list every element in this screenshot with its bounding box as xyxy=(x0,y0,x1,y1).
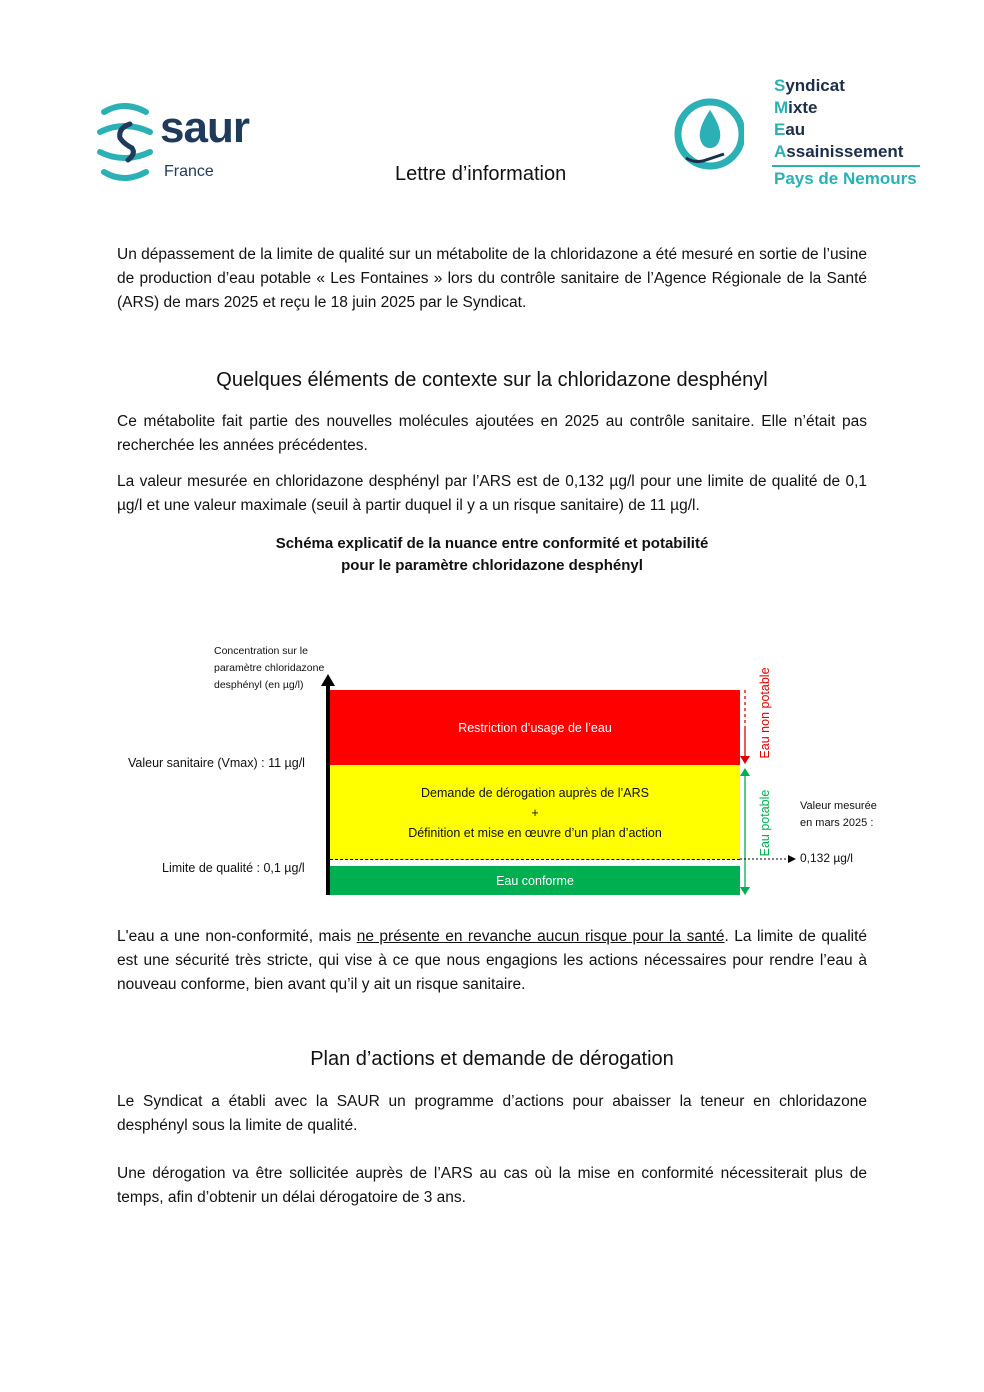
context-heading: Quelques éléments de contexte sur la chloridazone desphényl xyxy=(216,369,768,391)
measured-label: Valeur mesurée en mars 2025 : xyxy=(800,800,877,829)
smea-logo-subtitle: Pays de Nemours xyxy=(774,169,917,188)
saur-logo-subtitle: France xyxy=(164,163,214,180)
after-schema-paragraph xyxy=(117,925,867,997)
smea-line-4: Assainissement xyxy=(774,142,904,161)
after-schema-text-1: L'eau a une non-conformité, mais xyxy=(117,928,357,945)
plan-paragraph-2: Une dérogation va être sollicitée auprès de l’ARS au cas où la mise en conformité nécessiterait plus de temps, afin d’obtenir un délai dérogatoire de 3 ans. xyxy=(117,1165,867,1206)
axis-label: Concentration sur le paramètre chloridazone desphényl (en µg/l) xyxy=(214,645,325,691)
non-potable-label: Eau non potable xyxy=(758,667,772,759)
smea-logo-text xyxy=(774,75,903,163)
water-drop-hand-icon xyxy=(672,88,744,182)
potable-label: Eau potable xyxy=(758,789,772,857)
after-schema-underlined: ne présente en revanche aucun risque pour la santé xyxy=(356,928,725,945)
zone-derogation-plus: + xyxy=(531,805,539,820)
context-paragraph-1: Ce métabolite fait partie des nouvelles molécules ajoutées en 2025 au contrôle sanitaire. Elle n’était pas recherchée les années précédentes. xyxy=(117,413,867,454)
smea-divider xyxy=(772,165,920,167)
intro-paragraph: Un dépassement de la limite de qualité sur un métabolite de la chloridazone a été mesuré en sortie de l’usine de production d’eau potable « Les Fontaines » lors du contrôle sanitaire de l’Agence Régionale de la Santé (ARS) de mars 2025 et reçu le 18 juin 2025 par le Syndicat. xyxy=(117,246,867,311)
conformity-diagram xyxy=(110,638,890,908)
schema-title xyxy=(0,533,984,577)
measured-value: 0,132 µg/l xyxy=(800,851,853,865)
smea-line-1: Syndicat xyxy=(774,76,845,95)
vmax-label: Valeur sanitaire (Vmax) : 11 µg/l xyxy=(128,756,305,770)
schema-title-line-1: Schéma explicatif de la nuance entre conformité et potabilité xyxy=(275,535,709,552)
after-schema-text-2: . La limite de qualité est une sécurité très stricte, qui vise à ce que nous engagions les actions nécessaires pour rendre l’eau à nouveau conforme, bien avant qu’il y ait un risque sanitaire. xyxy=(117,928,868,993)
plan-paragraph-1: Le Syndicat a établi avec la SAUR un programme d’actions pour abaisser la teneur en chloridazone desphényl sous la limite de qualité. xyxy=(117,1093,867,1134)
quality-limit-label: Limite de qualité : 0,1 µg/l xyxy=(162,861,305,875)
zone-derogation-line-1: Demande de dérogation auprès de l’ARS xyxy=(421,785,649,800)
zone-conforme-label: Eau conforme xyxy=(496,873,574,888)
context-paragraph-2: La valeur mesurée en chloridazone desphényl par l’ARS est de 0,132 µg/l pour une limite de qualité de 0,1 µg/l et une valeur maximale (seuil à partir duquel il y a un risque sanitaire) de 11 µg/l. xyxy=(117,473,867,514)
zone-derogation-line-2: Définition et mise en œuvre d’un plan d’action xyxy=(408,825,662,840)
plan-heading: Plan d’actions et demande de dérogation xyxy=(310,1048,674,1070)
smea-line-3: Eau xyxy=(774,120,806,139)
schema-title-line-2: pour le paramètre chloridazone desphényl xyxy=(341,557,643,574)
document-title: Lettre d’information xyxy=(395,163,567,185)
saur-logo-wordmark: saur xyxy=(160,103,249,152)
zone-restriction-label: Restriction d’usage de l’eau xyxy=(458,720,612,735)
smea-line-2: Mixte xyxy=(774,98,818,117)
